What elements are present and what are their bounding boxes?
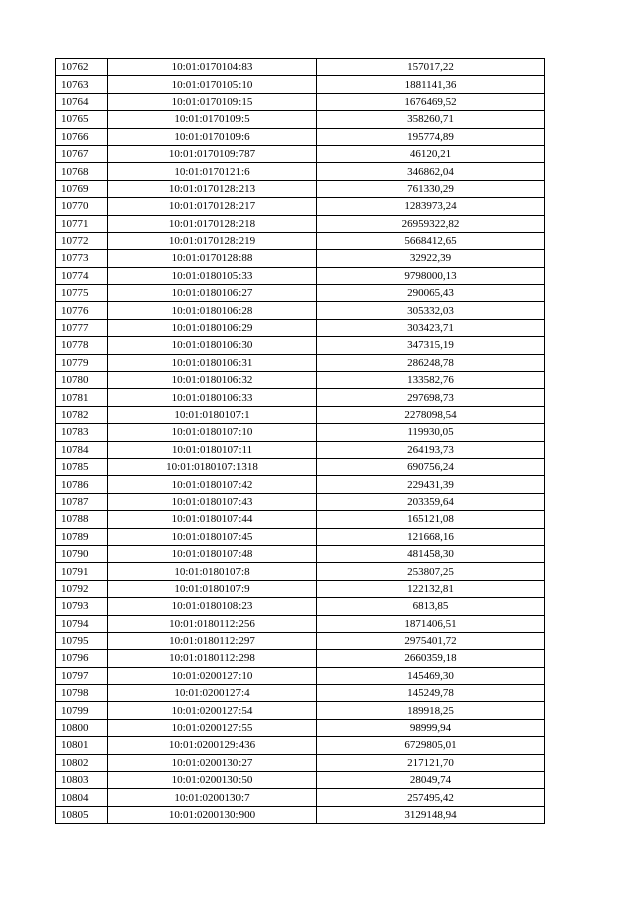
cadastral-value-cell: 1881141,36 (317, 76, 545, 93)
cadastral-value-cell: 121668,16 (317, 528, 545, 545)
cadastral-value-cell: 98999,94 (317, 719, 545, 736)
table-row (56, 615, 545, 632)
row-number-cell: 10762 (56, 59, 108, 76)
row-number-cell: 10779 (56, 354, 108, 371)
cadastral-value-cell: 1283973,24 (317, 198, 545, 215)
cadastral-number-cell: 10:01:0180112:297 (108, 632, 317, 649)
table-row (56, 685, 545, 702)
cadastral-number-cell: 10:01:0200129:436 (108, 737, 317, 754)
table-row (56, 232, 545, 249)
cadastral-number-cell: 10:01:0170128:217 (108, 198, 317, 215)
row-number-cell: 10787 (56, 493, 108, 510)
table-row (56, 789, 545, 806)
table-row (56, 528, 545, 545)
cadastral-value-cell: 358260,71 (317, 111, 545, 128)
cadastral-value-cell: 145249,78 (317, 685, 545, 702)
cadastral-number-cell: 10:01:0180106:32 (108, 372, 317, 389)
row-number-cell: 10770 (56, 198, 108, 215)
cadastral-value-cell: 203359,64 (317, 493, 545, 510)
row-number-cell: 10783 (56, 424, 108, 441)
cadastral-number-cell: 10:01:0180106:30 (108, 337, 317, 354)
row-number-cell: 10786 (56, 476, 108, 493)
cadastral-value-cell: 28049,74 (317, 772, 545, 789)
cadastral-number-cell: 10:01:0170109:15 (108, 93, 317, 110)
row-number-cell: 10771 (56, 215, 108, 232)
cadastral-value-cell: 1676469,52 (317, 93, 545, 110)
row-number-cell: 10778 (56, 337, 108, 354)
cadastral-number-cell: 10:01:0180107:1 (108, 406, 317, 423)
row-number-cell: 10769 (56, 180, 108, 197)
row-number-cell: 10797 (56, 667, 108, 684)
row-number-cell: 10766 (56, 128, 108, 145)
cadastral-value-table (55, 58, 545, 824)
cadastral-value-cell: 165121,08 (317, 511, 545, 528)
table-row (56, 667, 545, 684)
cadastral-value-cell: 761330,29 (317, 180, 545, 197)
cadastral-value-cell: 305332,03 (317, 302, 545, 319)
table-row (56, 545, 545, 562)
table-row (56, 302, 545, 319)
cadastral-number-cell: 10:01:0200130:900 (108, 806, 317, 823)
row-number-cell: 10794 (56, 615, 108, 632)
cadastral-number-cell: 10:01:0200127:10 (108, 667, 317, 684)
table-row (56, 337, 545, 354)
cadastral-value-cell: 217121,70 (317, 754, 545, 771)
table-row (56, 563, 545, 580)
row-number-cell: 10805 (56, 806, 108, 823)
cadastral-value-cell: 3129148,94 (317, 806, 545, 823)
row-number-cell: 10768 (56, 163, 108, 180)
cadastral-number-cell: 10:01:0170128:218 (108, 215, 317, 232)
table-row (56, 198, 545, 215)
cadastral-value-cell: 253807,25 (317, 563, 545, 580)
cadastral-number-cell: 10:01:0200127:4 (108, 685, 317, 702)
cadastral-value-cell: 2975401,72 (317, 632, 545, 649)
table-row (56, 354, 545, 371)
table-row (56, 458, 545, 475)
cadastral-value-cell: 189918,25 (317, 702, 545, 719)
table-row (56, 128, 545, 145)
row-number-cell: 10763 (56, 76, 108, 93)
cadastral-value-cell: 26959322,82 (317, 215, 545, 232)
cadastral-value-cell: 481458,30 (317, 545, 545, 562)
cadastral-number-cell: 10:01:0180107:10 (108, 424, 317, 441)
cadastral-value-cell: 6813,85 (317, 598, 545, 615)
table-row (56, 511, 545, 528)
cadastral-value-cell: 32922,39 (317, 250, 545, 267)
table-row (56, 76, 545, 93)
cadastral-number-cell: 10:01:0180107:1318 (108, 458, 317, 475)
cadastral-number-cell: 10:01:0180107:48 (108, 545, 317, 562)
cadastral-number-cell: 10:01:0170128:213 (108, 180, 317, 197)
cadastral-value-cell: 257495,42 (317, 789, 545, 806)
cadastral-value-cell: 119930,05 (317, 424, 545, 441)
cadastral-value-cell: 2278098,54 (317, 406, 545, 423)
table-row (56, 111, 545, 128)
cadastral-value-cell: 122132,81 (317, 580, 545, 597)
table-row (56, 441, 545, 458)
table-row (56, 59, 545, 76)
table-row (56, 580, 545, 597)
row-number-cell: 10802 (56, 754, 108, 771)
cadastral-number-cell: 10:01:0180106:29 (108, 319, 317, 336)
cadastral-number-cell: 10:01:0180112:256 (108, 615, 317, 632)
table-row (56, 285, 545, 302)
cadastral-number-cell: 10:01:0180107:45 (108, 528, 317, 545)
cadastral-value-cell: 264193,73 (317, 441, 545, 458)
cadastral-number-cell: 10:01:0180112:298 (108, 650, 317, 667)
row-number-cell: 10804 (56, 789, 108, 806)
cadastral-number-cell: 10:01:0170109:5 (108, 111, 317, 128)
cadastral-number-cell: 10:01:0180106:31 (108, 354, 317, 371)
table-row (56, 719, 545, 736)
cadastral-value-cell: 229431,39 (317, 476, 545, 493)
cadastral-number-cell: 10:01:0180105:33 (108, 267, 317, 284)
cadastral-number-cell: 10:01:0180106:28 (108, 302, 317, 319)
table-row (56, 598, 545, 615)
table-row (56, 267, 545, 284)
cadastral-number-cell: 10:01:0180106:27 (108, 285, 317, 302)
cadastral-number-cell: 10:01:0170109:787 (108, 145, 317, 162)
row-number-cell: 10767 (56, 145, 108, 162)
table-row (56, 754, 545, 771)
row-number-cell: 10777 (56, 319, 108, 336)
cadastral-value-cell: 690756,24 (317, 458, 545, 475)
cadastral-number-cell: 10:01:0170109:6 (108, 128, 317, 145)
cadastral-number-cell: 10:01:0170105:10 (108, 76, 317, 93)
cadastral-value-cell: 297698,73 (317, 389, 545, 406)
table-row (56, 650, 545, 667)
table-row (56, 476, 545, 493)
cadastral-value-cell: 145469,30 (317, 667, 545, 684)
row-number-cell: 10776 (56, 302, 108, 319)
cadastral-value-cell: 157017,22 (317, 59, 545, 76)
row-number-cell: 10782 (56, 406, 108, 423)
table-row (56, 372, 545, 389)
cadastral-value-cell: 290065,43 (317, 285, 545, 302)
row-number-cell: 10796 (56, 650, 108, 667)
cadastral-value-cell: 5668412,65 (317, 232, 545, 249)
table-row (56, 163, 545, 180)
cadastral-number-cell: 10:01:0170121:6 (108, 163, 317, 180)
row-number-cell: 10798 (56, 685, 108, 702)
table-row (56, 250, 545, 267)
table-row (56, 702, 545, 719)
cadastral-number-cell: 10:01:0170128:88 (108, 250, 317, 267)
row-number-cell: 10774 (56, 267, 108, 284)
table-row (56, 806, 545, 823)
table-row (56, 389, 545, 406)
row-number-cell: 10800 (56, 719, 108, 736)
cadastral-value-cell: 303423,71 (317, 319, 545, 336)
table-row (56, 145, 545, 162)
row-number-cell: 10781 (56, 389, 108, 406)
cadastral-number-cell: 10:01:0180107:11 (108, 441, 317, 458)
row-number-cell: 10789 (56, 528, 108, 545)
cadastral-number-cell: 10:01:0180108:23 (108, 598, 317, 615)
table-row (56, 493, 545, 510)
cadastral-value-cell: 6729805,01 (317, 737, 545, 754)
table-row (56, 93, 545, 110)
table-row (56, 737, 545, 754)
row-number-cell: 10788 (56, 511, 108, 528)
cadastral-number-cell: 10:01:0180107:42 (108, 476, 317, 493)
table-row (56, 424, 545, 441)
cadastral-number-cell: 10:01:0200130:7 (108, 789, 317, 806)
cadastral-value-cell: 195774,89 (317, 128, 545, 145)
row-number-cell: 10772 (56, 232, 108, 249)
table-row (56, 319, 545, 336)
table-row (56, 406, 545, 423)
row-number-cell: 10780 (56, 372, 108, 389)
cadastral-number-cell: 10:01:0200127:54 (108, 702, 317, 719)
cadastral-value-cell: 347315,19 (317, 337, 545, 354)
cadastral-value-cell: 2660359,18 (317, 650, 545, 667)
cadastral-number-cell: 10:01:0170128:219 (108, 232, 317, 249)
table-row (56, 180, 545, 197)
cadastral-number-cell: 10:01:0180107:9 (108, 580, 317, 597)
row-number-cell: 10801 (56, 737, 108, 754)
row-number-cell: 10784 (56, 441, 108, 458)
cadastral-number-cell: 10:01:0170104:83 (108, 59, 317, 76)
row-number-cell: 10764 (56, 93, 108, 110)
row-number-cell: 10765 (56, 111, 108, 128)
cadastral-number-cell: 10:01:0200127:55 (108, 719, 317, 736)
row-number-cell: 10790 (56, 545, 108, 562)
row-number-cell: 10773 (56, 250, 108, 267)
cadastral-number-cell: 10:01:0200130:50 (108, 772, 317, 789)
row-number-cell: 10793 (56, 598, 108, 615)
row-number-cell: 10785 (56, 458, 108, 475)
table-row (56, 632, 545, 649)
cadastral-number-cell: 10:01:0180107:44 (108, 511, 317, 528)
row-number-cell: 10791 (56, 563, 108, 580)
table-body (56, 59, 545, 824)
cadastral-number-cell: 10:01:0180107:43 (108, 493, 317, 510)
row-number-cell: 10795 (56, 632, 108, 649)
table-row (56, 215, 545, 232)
cadastral-value-cell: 9798000,13 (317, 267, 545, 284)
row-number-cell: 10792 (56, 580, 108, 597)
cadastral-value-cell: 46120,21 (317, 145, 545, 162)
cadastral-number-cell: 10:01:0200130:27 (108, 754, 317, 771)
row-number-cell: 10799 (56, 702, 108, 719)
row-number-cell: 10775 (56, 285, 108, 302)
cadastral-number-cell: 10:01:0180107:8 (108, 563, 317, 580)
table-row (56, 772, 545, 789)
row-number-cell: 10803 (56, 772, 108, 789)
cadastral-number-cell: 10:01:0180106:33 (108, 389, 317, 406)
cadastral-value-cell: 1871406,51 (317, 615, 545, 632)
cadastral-value-cell: 346862,04 (317, 163, 545, 180)
cadastral-value-cell: 133582,76 (317, 372, 545, 389)
cadastral-value-cell: 286248,78 (317, 354, 545, 371)
